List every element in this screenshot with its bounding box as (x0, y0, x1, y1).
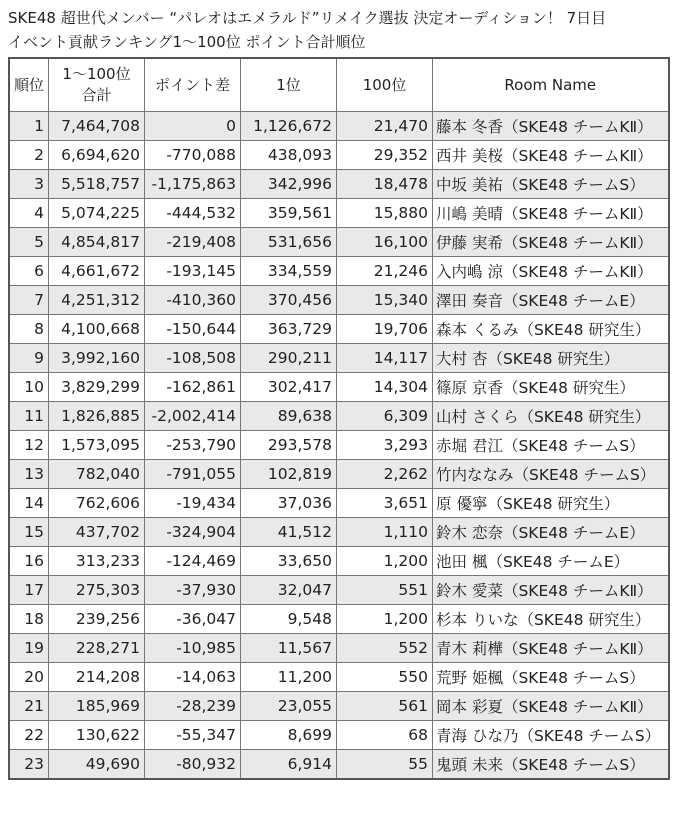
cell-diff: -37,930 (145, 576, 241, 605)
cell-total: 782,040 (49, 460, 145, 489)
cell-rank: 7 (9, 286, 49, 315)
cell-room-name: 荒野 姫楓（SKE48 チームS） (433, 663, 669, 692)
cell-total: 6,694,620 (49, 141, 145, 170)
table-row (9, 402, 669, 431)
cell-first-place: 290,211 (241, 344, 337, 373)
table-row (9, 721, 669, 750)
cell-total: 7,464,708 (49, 112, 145, 141)
cell-diff: -1,175,863 (145, 170, 241, 199)
table-row (9, 257, 669, 286)
cell-diff: -36,047 (145, 605, 241, 634)
cell-first-place: 89,638 (241, 402, 337, 431)
cell-first-place: 363,729 (241, 315, 337, 344)
cell-first-place: 11,567 (241, 634, 337, 663)
table-row (9, 605, 669, 634)
cell-diff: -324,904 (145, 518, 241, 547)
cell-rank: 23 (9, 750, 49, 780)
cell-rank: 15 (9, 518, 49, 547)
table-row (9, 460, 669, 489)
cell-hundredth-place: 1,110 (337, 518, 433, 547)
cell-room-name: 原 優寧（SKE48 研究生） (433, 489, 669, 518)
table-body (9, 112, 669, 780)
title-line-1: SKE48 超世代メンバー “パレオはエメラルド”リメイク選抜 決定オーディション！ 7日目 (8, 9, 607, 27)
table-row (9, 344, 669, 373)
cell-rank: 9 (9, 344, 49, 373)
cell-diff: -14,063 (145, 663, 241, 692)
cell-rank: 21 (9, 692, 49, 721)
cell-diff: -162,861 (145, 373, 241, 402)
col-header-total-bottom: 合計 (81, 86, 112, 104)
cell-hundredth-place: 55 (337, 750, 433, 780)
cell-total: 49,690 (49, 750, 145, 780)
cell-total: 3,992,160 (49, 344, 145, 373)
table-row (9, 141, 669, 170)
cell-room-name: 青海 ひな乃（SKE48 チームS） (433, 721, 669, 750)
cell-rank: 18 (9, 605, 49, 634)
cell-room-name: 鈴木 恋奈（SKE48 チームE） (433, 518, 669, 547)
cell-total: 275,303 (49, 576, 145, 605)
cell-diff: -108,508 (145, 344, 241, 373)
cell-hundredth-place: 21,246 (337, 257, 433, 286)
table-row (9, 547, 669, 576)
cell-room-name: 西井 美桜（SKE48 チームKⅡ） (433, 141, 669, 170)
cell-hundredth-place: 14,117 (337, 344, 433, 373)
cell-rank: 2 (9, 141, 49, 170)
header-row (9, 58, 669, 112)
cell-hundredth-place: 1,200 (337, 605, 433, 634)
cell-total: 437,702 (49, 518, 145, 547)
cell-hundredth-place: 68 (337, 721, 433, 750)
table-row (9, 663, 669, 692)
cell-diff: -150,644 (145, 315, 241, 344)
cell-total: 4,661,672 (49, 257, 145, 286)
cell-first-place: 293,578 (241, 431, 337, 460)
cell-first-place: 6,914 (241, 750, 337, 780)
cell-room-name: 竹内ななみ（SKE48 チームS） (433, 460, 669, 489)
col-header-total (49, 58, 145, 112)
ranking-table (8, 57, 670, 780)
cell-room-name: 森本 くるみ（SKE48 研究生） (433, 315, 669, 344)
cell-room-name: 鬼頭 未来（SKE48 チームS） (433, 750, 669, 780)
col-header-diff: ポイント差 (145, 58, 241, 112)
cell-hundredth-place: 550 (337, 663, 433, 692)
table-row (9, 286, 669, 315)
col-header-first: 1位 (241, 58, 337, 112)
cell-diff: -253,790 (145, 431, 241, 460)
cell-room-name: 伊藤 実希（SKE48 チームKⅡ） (433, 228, 669, 257)
table-row (9, 518, 669, 547)
cell-room-name: 岡本 彩夏（SKE48 チームKⅡ） (433, 692, 669, 721)
cell-hundredth-place: 18,478 (337, 170, 433, 199)
cell-diff: -124,469 (145, 547, 241, 576)
cell-rank: 8 (9, 315, 49, 344)
cell-rank: 20 (9, 663, 49, 692)
cell-room-name: 池田 楓（SKE48 チームE） (433, 547, 669, 576)
cell-total: 5,074,225 (49, 199, 145, 228)
cell-total: 185,969 (49, 692, 145, 721)
cell-diff: -444,532 (145, 199, 241, 228)
cell-rank: 16 (9, 547, 49, 576)
table-row (9, 170, 669, 199)
cell-total: 239,256 (49, 605, 145, 634)
cell-first-place: 1,126,672 (241, 112, 337, 141)
cell-first-place: 342,996 (241, 170, 337, 199)
cell-first-place: 37,036 (241, 489, 337, 518)
table-row (9, 315, 669, 344)
cell-room-name: 山村 さくら（SKE48 研究生） (433, 402, 669, 431)
cell-first-place: 33,650 (241, 547, 337, 576)
cell-hundredth-place: 3,651 (337, 489, 433, 518)
col-header-rank: 順位 (9, 58, 49, 112)
cell-hundredth-place: 1,200 (337, 547, 433, 576)
cell-total: 762,606 (49, 489, 145, 518)
table-row (9, 112, 669, 141)
cell-diff: -28,239 (145, 692, 241, 721)
cell-total: 130,622 (49, 721, 145, 750)
cell-rank: 10 (9, 373, 49, 402)
cell-room-name: 川嶋 美晴（SKE48 チームKⅡ） (433, 199, 669, 228)
cell-total: 4,100,668 (49, 315, 145, 344)
table-row (9, 576, 669, 605)
table-row (9, 373, 669, 402)
col-header-room: Room Name (433, 58, 669, 112)
table-row (9, 750, 669, 780)
cell-room-name: 杉本 りいな（SKE48 研究生） (433, 605, 669, 634)
cell-first-place: 531,656 (241, 228, 337, 257)
cell-total: 4,854,817 (49, 228, 145, 257)
cell-first-place: 32,047 (241, 576, 337, 605)
cell-total: 5,518,757 (49, 170, 145, 199)
cell-rank: 13 (9, 460, 49, 489)
cell-room-name: 青木 莉樺（SKE48 チームKⅡ） (433, 634, 669, 663)
cell-first-place: 11,200 (241, 663, 337, 692)
col-header-hundredth: 100位 (337, 58, 433, 112)
table-row (9, 199, 669, 228)
cell-room-name: 篠原 京香（SKE48 研究生） (433, 373, 669, 402)
cell-diff: 0 (145, 112, 241, 141)
cell-hundredth-place: 3,293 (337, 431, 433, 460)
cell-hundredth-place: 561 (337, 692, 433, 721)
cell-hundredth-place: 6,309 (337, 402, 433, 431)
cell-hundredth-place: 551 (337, 576, 433, 605)
cell-first-place: 438,093 (241, 141, 337, 170)
cell-diff: -219,408 (145, 228, 241, 257)
cell-rank: 1 (9, 112, 49, 141)
cell-diff: -55,347 (145, 721, 241, 750)
cell-first-place: 41,512 (241, 518, 337, 547)
cell-diff: -19,434 (145, 489, 241, 518)
cell-rank: 19 (9, 634, 49, 663)
cell-room-name: 澤田 奏音（SKE48 チームE） (433, 286, 669, 315)
cell-hundredth-place: 15,340 (337, 286, 433, 315)
cell-diff: -410,360 (145, 286, 241, 315)
cell-rank: 12 (9, 431, 49, 460)
cell-hundredth-place: 21,470 (337, 112, 433, 141)
cell-diff: -193,145 (145, 257, 241, 286)
cell-hundredth-place: 15,880 (337, 199, 433, 228)
cell-rank: 6 (9, 257, 49, 286)
cell-hundredth-place: 14,304 (337, 373, 433, 402)
cell-diff: -791,055 (145, 460, 241, 489)
cell-total: 1,573,095 (49, 431, 145, 460)
cell-diff: -770,088 (145, 141, 241, 170)
cell-hundredth-place: 2,262 (337, 460, 433, 489)
col-header-total-top: 1～100位 (62, 65, 131, 83)
cell-hundredth-place: 29,352 (337, 141, 433, 170)
cell-rank: 5 (9, 228, 49, 257)
cell-rank: 4 (9, 199, 49, 228)
cell-rank: 22 (9, 721, 49, 750)
cell-first-place: 359,561 (241, 199, 337, 228)
cell-total: 3,829,299 (49, 373, 145, 402)
cell-room-name: 大村 杏（SKE48 研究生） (433, 344, 669, 373)
cell-total: 228,271 (49, 634, 145, 663)
cell-rank: 3 (9, 170, 49, 199)
cell-room-name: 入内嶋 涼（SKE48 チームKⅡ） (433, 257, 669, 286)
title-line-2: イベント貢献ランキング1～100位 ポイント合計順位 (8, 33, 366, 51)
table-row (9, 692, 669, 721)
cell-hundredth-place: 19,706 (337, 315, 433, 344)
cell-room-name: 鈴木 愛菜（SKE48 チームKⅡ） (433, 576, 669, 605)
cell-first-place: 8,699 (241, 721, 337, 750)
cell-first-place: 334,559 (241, 257, 337, 286)
cell-first-place: 370,456 (241, 286, 337, 315)
cell-total: 313,233 (49, 547, 145, 576)
cell-rank: 11 (9, 402, 49, 431)
cell-total: 4,251,312 (49, 286, 145, 315)
table-row (9, 228, 669, 257)
table-row (9, 489, 669, 518)
cell-first-place: 302,417 (241, 373, 337, 402)
cell-first-place: 9,548 (241, 605, 337, 634)
cell-rank: 17 (9, 576, 49, 605)
table-row (9, 431, 669, 460)
cell-hundredth-place: 16,100 (337, 228, 433, 257)
cell-total: 1,826,885 (49, 402, 145, 431)
cell-room-name: 赤堀 君江（SKE48 チームS） (433, 431, 669, 460)
cell-first-place: 23,055 (241, 692, 337, 721)
cell-rank: 14 (9, 489, 49, 518)
cell-hundredth-place: 552 (337, 634, 433, 663)
cell-total: 214,208 (49, 663, 145, 692)
cell-room-name: 中坂 美祐（SKE48 チームS） (433, 170, 669, 199)
table-row (9, 634, 669, 663)
cell-first-place: 102,819 (241, 460, 337, 489)
page-title (8, 6, 688, 54)
cell-diff: -10,985 (145, 634, 241, 663)
cell-diff: -80,932 (145, 750, 241, 780)
cell-room-name: 藤本 冬香（SKE48 チームKⅡ） (433, 112, 669, 141)
cell-diff: -2,002,414 (145, 402, 241, 431)
